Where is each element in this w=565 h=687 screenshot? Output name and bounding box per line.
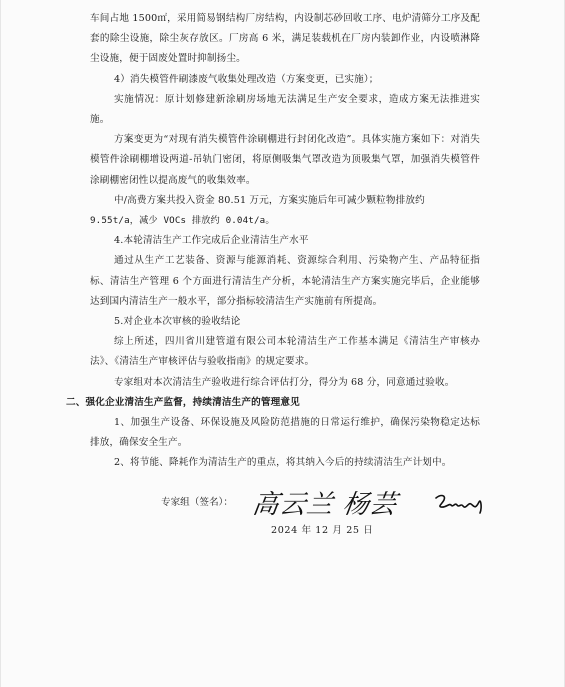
item4-change: 方案变更为“对现有消失模管件涂刷棚进行封闭化改造”。具体实施方案如下：对消失模管件涂刷棚增设两道-吊轨门密闭，将原侧吸集气罩改造为顶吸集气罩，加强消失模管件涂刷棚密闭性以提高废气的收集效率。 — [90, 134, 480, 186]
opinion-2: 2、将节能、降耗作为清洁生产的重点，将其纳入今后的持续清洁生产计划中。 — [114, 457, 452, 469]
handwritten-signature-scribble — [433, 490, 485, 516]
signature-block — [161, 484, 491, 524]
item4-title: 4）消失模管件刷漆废气收集处理改造（方案变更，已实施）； — [114, 73, 379, 85]
section5-title: 5.对企业本次审核的验收结论 — [114, 316, 241, 328]
signature-date: 2024 年 12 月 25 日 — [271, 525, 374, 536]
paragraph-workshop: 车间占地 1500㎡，采用简易钢结构厂房结构，内设制芯砂回收工序、电炉清筛分工序及配套的除尘设施，除尘灰存放区。厂房高 6 米，满足装载机在厂房内装卸作业，内设喷淋降尘设施，便于固废处置时抑制扬尘。 — [90, 13, 480, 65]
opinion-1: 1、加强生产设备、环保设施及风险防范措施的日常运行维护，确保污染物稳定达标排放，确保安全生产。 — [90, 417, 480, 449]
investment-line-b: 9.55t/a，减少 VOCs 排放约 0.04t/a。 — [90, 215, 275, 227]
handwritten-signatures: 高云兰 杨芸 — [250, 490, 400, 520]
document-body — [66, 9, 480, 474]
part2-title: 二、强化企业清洁生产监督，持续清洁生产的管理意见 — [66, 396, 300, 408]
section5-body-2: 专家组对本次清洁生产验收进行综合评估打分，得分为 68 分，同意通过验收。 — [114, 376, 455, 388]
item4-status: 实施情况：原计划修建新涂刷房场地无法满足生产安全要求，造成方案无法推进实施。 — [90, 93, 480, 126]
signature-label: 专家组（签名）： — [161, 497, 233, 508]
section4-title: 4.本轮清洁生产工作完成后企业清洁生产水平 — [114, 235, 309, 247]
section4-body: 通过从生产工艺装备、资源与能源消耗、资源综合利用、污染物产生、产品特征指标、清洁生产管理 6 个方面进行清洁生产分析，本轮清洁生产方案实施完毕后，企业能够达到国内清洁生产一般水平，部分指标较清洁生产实施前有所提高。 — [90, 255, 480, 307]
section5-body-1: 综上所述，四川省川建管道有限公司本轮清洁生产工作基本满足《清洁生产审核办法》、《清洁生产审核评估与验收指南》的规定要求。 — [90, 336, 480, 368]
investment-line-a: 中/高费方案共投入资金 80.51 万元，方案实施后年可减少颗粒物排放约 — [114, 194, 425, 206]
